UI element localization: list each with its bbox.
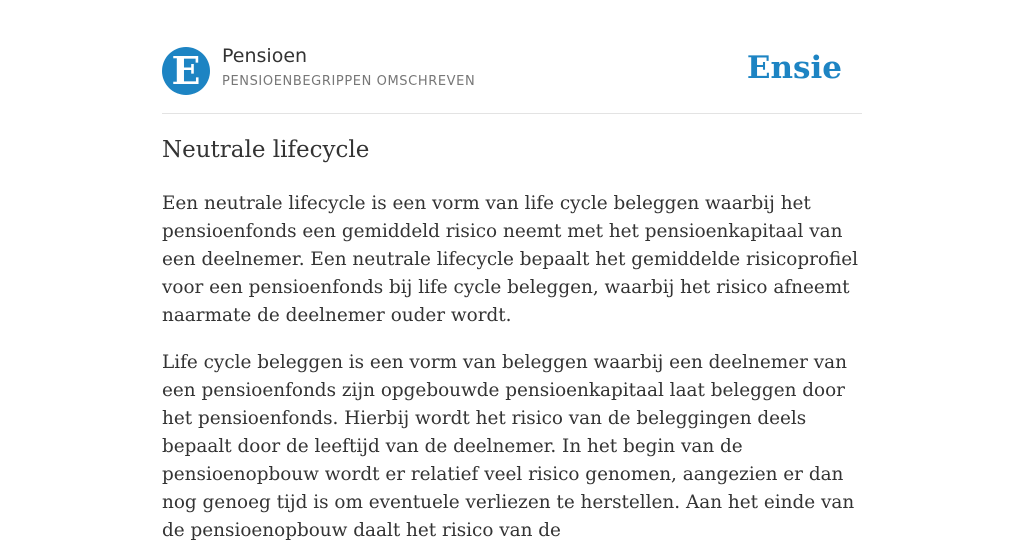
site-logo[interactable]: E xyxy=(162,47,210,95)
brand-logo[interactable]: Ensie xyxy=(746,50,842,86)
site-subtitle: PENSIOENBEGRIPPEN OMSCHREVEN xyxy=(222,74,476,89)
article-paragraph: Een neutrale lifecycle is een vorm van life cycle beleggen waarbij het pensioenfonds een gemiddeld risico neemt met het pensioenkapitaal van een deelnemer. Een neutrale lifecycle bepaalt het gemiddelde risicoprofiel voor een pensioenfonds bij life cycle beleggen, waarbij het risico afneemt naarmate de deelnemer ouder wordt. xyxy=(162,193,859,326)
site-title[interactable]: Pensioen xyxy=(222,45,308,67)
site-header xyxy=(162,0,862,114)
page xyxy=(162,0,862,541)
article-title: Neutrale lifecycle xyxy=(162,137,370,163)
article-paragraph: Life cycle beleggen is een vorm van beleggen waarbij een deelnemer van een pensioenfonds zijn opgebouwde pensioenkapitaal laat beleggen door het pensioenfonds. Hierbij wordt het risico van de beleggingen deels bepaalt door de leeftijd van de deelnemer. In het begin van de pensioenopbouw wordt er relatief veel risico genomen, aangezien er dan nog genoeg tijd is om eventuele verliezen te herstellen. Aan het einde van de pensioenopbouw daalt het risico van de xyxy=(162,352,855,541)
